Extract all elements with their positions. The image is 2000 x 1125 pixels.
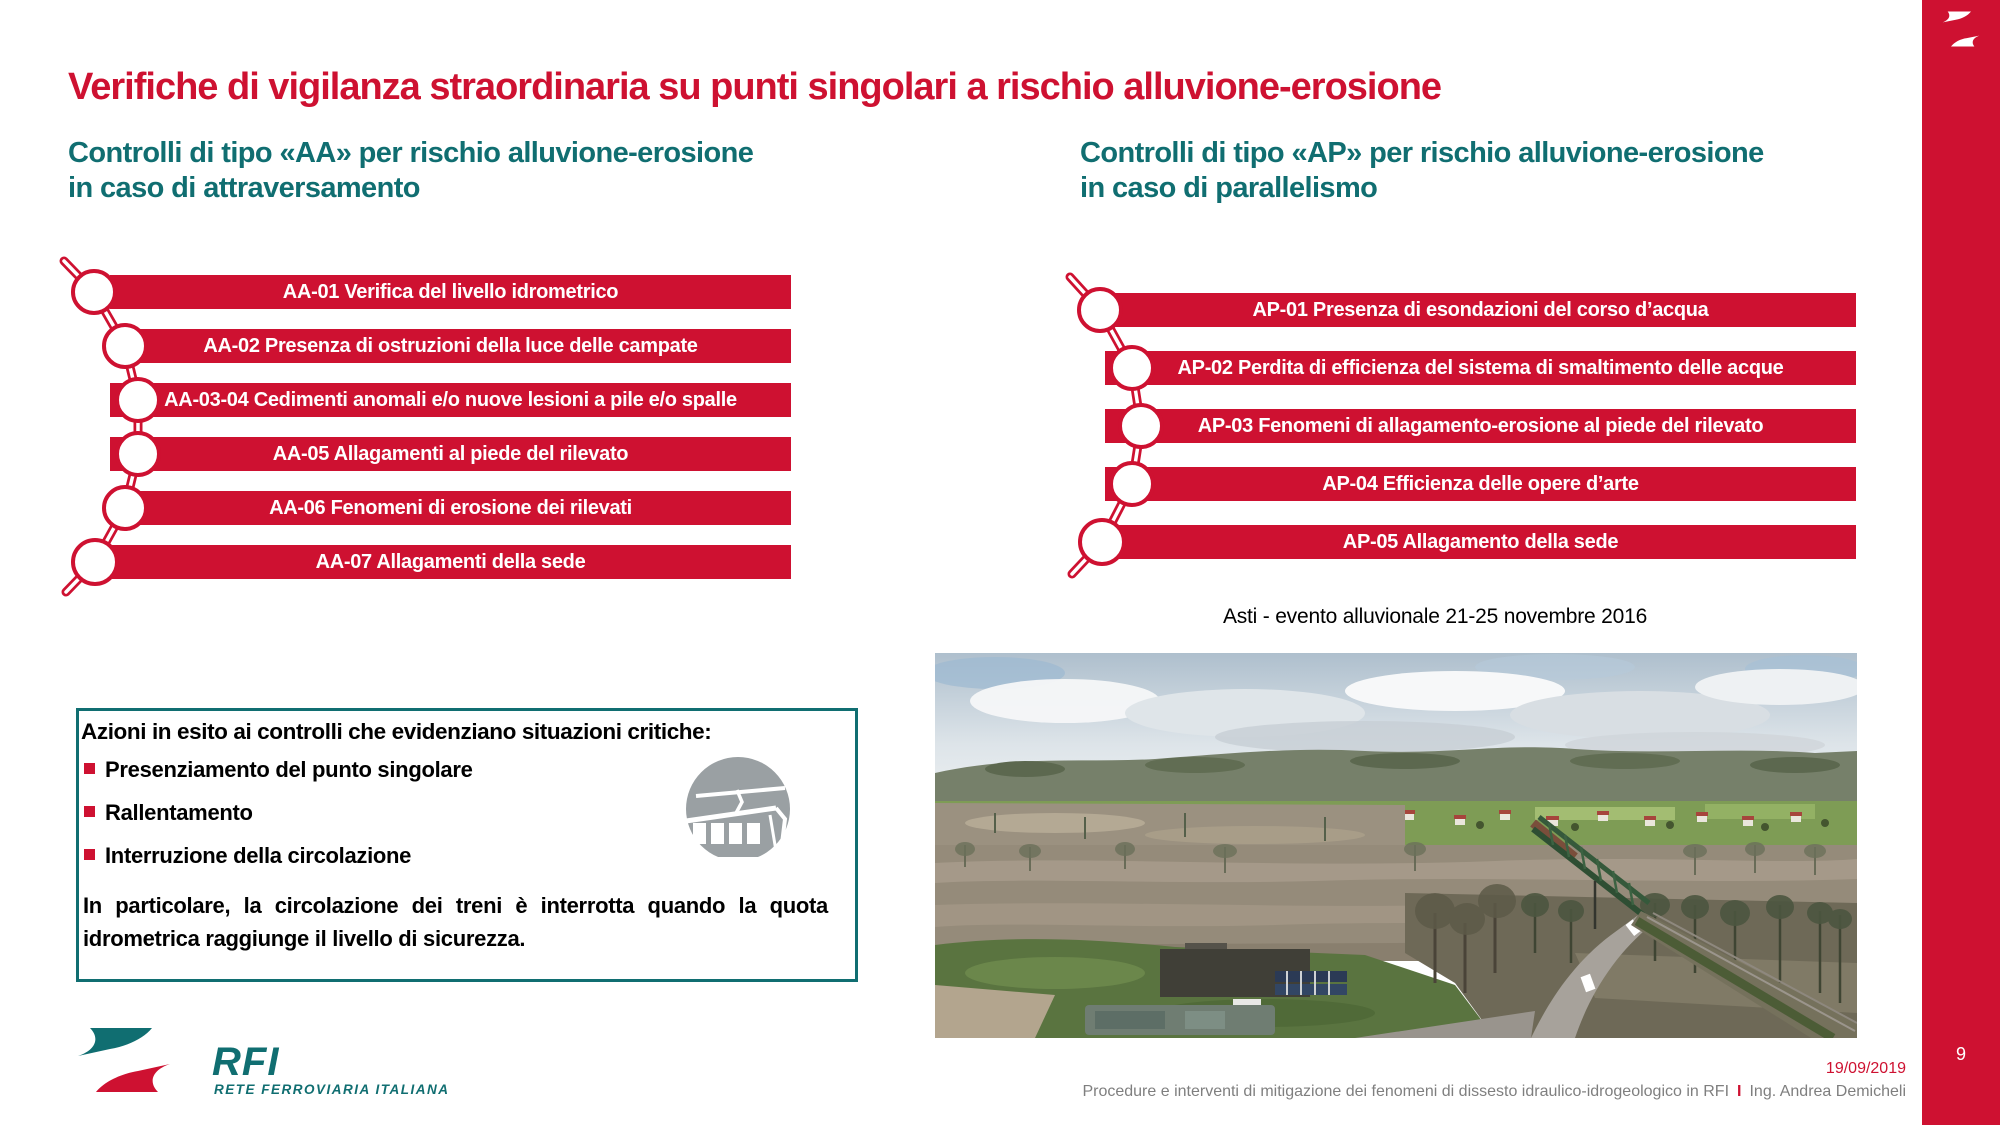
rfi-brand: RFI	[212, 1040, 280, 1084]
footer-separator: I	[1737, 1083, 1742, 1100]
page-number: 9	[1955, 1044, 1966, 1064]
footer-text: Procedure e interventi di mitigazione dei fenomeni di dissesto idraulico-idrogeologico in RFI	[1082, 1083, 1730, 1100]
ap-check-bar: AP-02 Perdita di efficienza del sistema di smaltimento delle acque	[1105, 351, 1856, 385]
aa-check-bar: AA-07 Allagamenti della sede	[110, 545, 791, 579]
ap-check-bar: AP-05 Allagamento della sede	[1105, 525, 1856, 559]
ap-check-bar: AP-01 Presenza di esondazioni del corso d’acqua	[1105, 293, 1856, 327]
heading-ap-line1: Controlli di tipo «AP» per rischio alluvione-erosione	[1080, 137, 1764, 169]
footer-author: Ing. Andrea Demicheli	[1749, 1083, 1906, 1100]
action-bullet: Rallentamento	[105, 800, 253, 825]
action-bullet: Presenziamento del punto singolare	[105, 757, 473, 782]
footer-date: 19/09/2019	[1825, 1060, 1906, 1077]
heading-aa	[68, 136, 968, 206]
aa-check-bar: AA-03-04 Cedimenti anomali e/o nuove lesioni a pile e/o spalle	[110, 383, 791, 417]
bullet-square	[84, 849, 95, 860]
red-sidebar	[1922, 0, 2000, 1125]
fs-monogram-icon	[1936, 10, 1986, 48]
rfi-subtitle: RETE FERROVIARIA ITALIANA	[214, 1082, 450, 1097]
flood-photo-scene	[935, 653, 1857, 1038]
actions-note: In particolare, la circolazione dei treni è interrotta quando la quota idrometrica raggiunge il livello di sicurezza.	[83, 893, 828, 951]
heading-aa-line1: Controlli di tipo «AA» per rischio alluvione-erosione	[68, 137, 754, 169]
photo-caption: Asti - evento alluvionale 21-25 novembre 2016	[1222, 605, 1648, 628]
actions-box-title: Azioni in esito ai controlli che evidenziano situazioni critiche:	[81, 719, 712, 744]
train-icon	[684, 755, 792, 863]
aa-check-bar: AA-06 Fenomeni di erosione dei rilevati	[110, 491, 791, 525]
bullet-square	[84, 763, 95, 774]
flood-photo	[935, 653, 1857, 1038]
rfi-logo-icon	[60, 1026, 210, 1106]
heading-ap-line2: in caso di parallelismo	[1080, 172, 1378, 204]
aa-check-bar: AA-02 Presenza di ostruzioni della luce delle campate	[110, 329, 791, 363]
action-bullet: Interruzione della circolazione	[105, 843, 412, 868]
page-title: Verifiche di vigilanza straordinaria su punti singolari a rischio alluvione-erosione	[68, 66, 1442, 108]
heading-ap	[1080, 136, 1940, 206]
aa-check-bar: AA-05 Allagamenti al piede del rilevato	[110, 437, 791, 471]
ap-check-bar: AP-04 Efficienza delle opere d’arte	[1105, 467, 1856, 501]
aa-check-bar: AA-01 Verifica del livello idrometrico	[110, 275, 791, 309]
heading-aa-line2: in caso di attraversamento	[68, 172, 420, 204]
footer-line	[1082, 1083, 1906, 1101]
ap-check-bar: AP-03 Fenomeni di allagamento-erosione al piede del rilevato	[1105, 409, 1856, 443]
bullet-square	[84, 806, 95, 817]
